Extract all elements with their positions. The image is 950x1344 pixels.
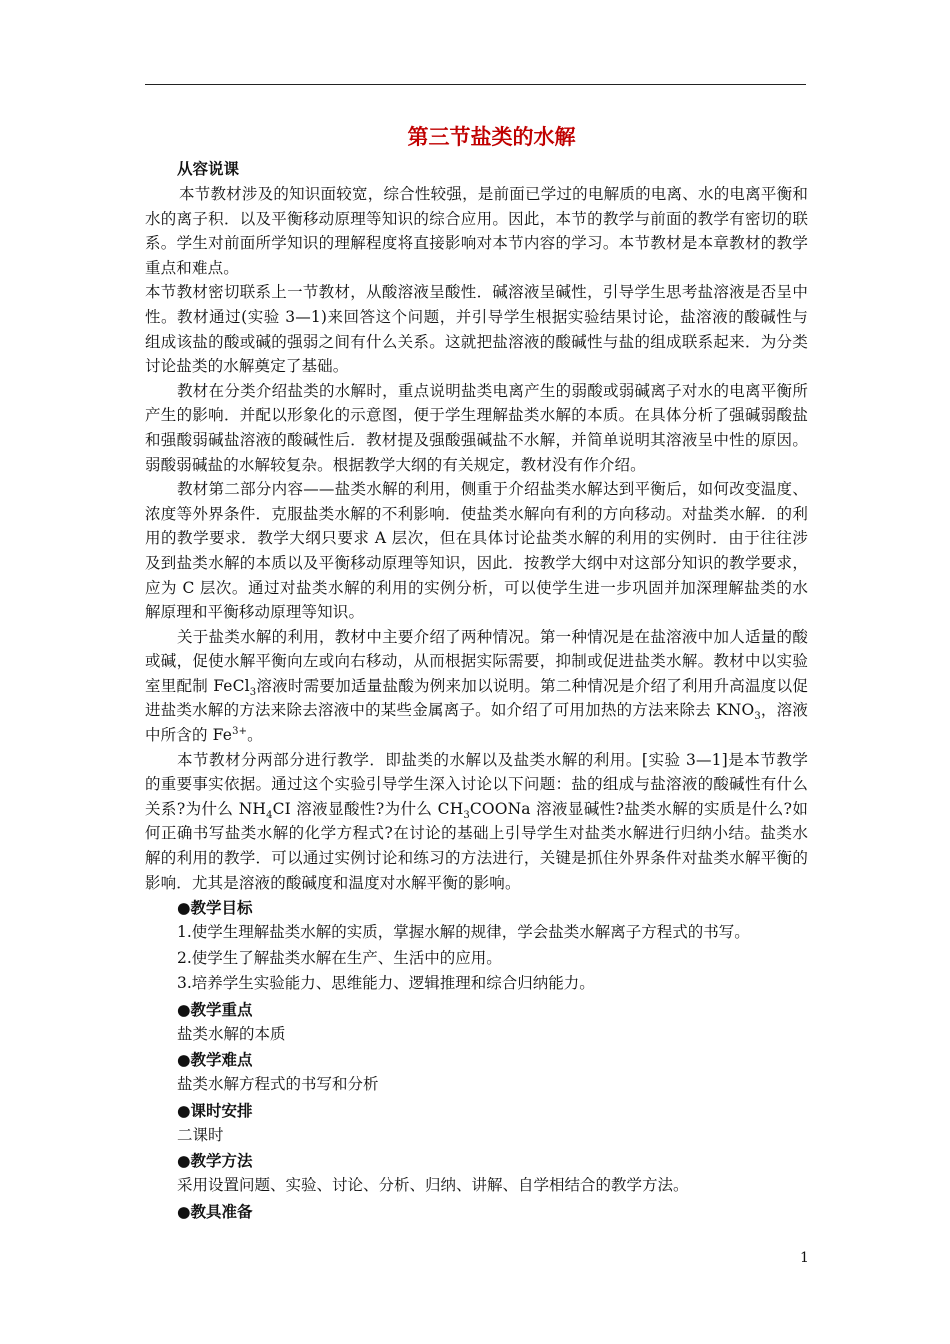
key-points-text: 盐类水解的本质	[177, 1024, 286, 1043]
paragraph-6: 本节教材分两部分进行教学．即盐类的水解以及盐类水解的利用。[实验 3—1]是本节教学的重要事实依据。通过这个实验引导学生深入讨论以下问题：盐的组成与盐溶液的酸碱性有什么关系?为什么 $NH_4CI$ 溶液显酸性?为什么 $CH_3COONa$ 溶液显碱性?盐类水解的实质是什么?如何正确书写盐类水解的化学方程式?在讨论的基础上引导学生对盐类水解进行归纳小结。盐类水解的利用的教学．可以通过实例讨论和练习的方法进行，关键是抓住外界条件对盐类水解平衡的影响．尤其是溶液的酸碱度和温度对水解平衡的影响。	[145, 750, 808, 892]
section-teaching-method: ●教学方法	[177, 1151, 253, 1171]
difficulties-text: 盐类水解方程式的书写和分析	[177, 1075, 379, 1094]
paragraph-2: 本节教材密切联系上一节教材，从酸溶液呈酸性．碱溶液呈碱性，引导学生思考盐溶液是否呈中性。教材通过(实验 3—1)来回答这个问题，并引导学生根据实验结果讨论，盐溶液的酸碱性与组成该盐的酸或碱的强弱之间有什么关系。这就把盐溶液的酸碱性与盐的组成联系起来．为分类讨论盐类的水解奠定了基础。	[145, 283, 808, 376]
page-title: 第三节盐类的水解	[407, 124, 576, 149]
goal-item-2: 2.使学生了解盐类水解在生产、生活中的应用。	[177, 948, 502, 967]
section-teaching-tools: ●教具准备	[177, 1201, 253, 1221]
paragraph-5: 关于盐类水解的利用，教材中主要介绍了两种情况。第一种情况是在盐溶液中加人适量的酸或碱，促使水解平衡向左或向右移动，从而根据实际需要，抑制或促进盐类水解。教材中以实验室里配制 FeCl$_3$溶液时需要加适量盐酸为例来加以说明。第二种情况是介绍了利用升高温度以促进盐类水解的方法来除去溶液中的某些金属离子。如介绍了可用加热的方法来除去 $KNO_3$，溶液中所含的 $Fe^{3+}$。	[145, 627, 809, 745]
schedule-text: 二课时	[177, 1125, 224, 1144]
section-key-points: ●教学重点	[177, 999, 253, 1019]
section-schedule: ●课时安排	[177, 1100, 253, 1120]
paragraph-1: 本节教材涉及的知识面较宽，综合性较强，是前面已学过的电解质的电离、水的电离平衡和水的离子积．以及平衡移动原理等知识的综合应用。因此，本节的教学与前面的教学有密切的联系。学生对前面所学知识的理解程度将直接影响对本节内容的学习。本节教材是本章教材的教学重点和难点。	[145, 185, 808, 277]
section-teaching-goals: ●教学目标	[177, 898, 253, 918]
paragraph-4: 教材第二部分内容——盐类水解的利用，侧重于介绍盐类水解达到平衡后，如何改变温度、浓度等外界条件．克服盐类水解的不利影响．使盐类水解向有利的方向移动。对盐类水解．的利用的教学要求．教学大纲只要求 A 层次，但在具体讨论盐类水解的利用的实例时．由于往往涉及到盐类水解的本质以及平衡移动原理等知识，因此．按教学大纲中对这部分知识的教学要求，应为 C 层次。通过对盐类水解的利用的实例分析，可以使学生进一步巩固并加深理解盐类的水解原理和平衡移动原理等知识。	[145, 480, 808, 622]
page-number: 1	[800, 1250, 809, 1266]
section-difficulties: ●教学难点	[177, 1050, 253, 1070]
paragraph-3: 教材在分类介绍盐类的水解时，重点说明盐类电离产生的弱酸或弱碱离子对水的电离平衡所产生的影响．并配以形象化的示意图，便于学生理解盐类水解的本质。在具体分析了强碱弱酸盐和强酸弱碱盐溶液的酸碱性后．教材提及强酸强碱盐不水解，并简单说明其溶液呈中性的原因。弱酸弱碱盐的水解较复杂。根据教学大纲的有关规定，教材没有作介绍。	[145, 381, 808, 474]
teaching-method-text: 采用设置问题、实验、讨论、分析、归纳、讲解、自学相结合的教学方法。	[177, 1176, 689, 1195]
goal-item-3: 3.培养学生实验能力、思维能力、逻辑推理和综合归纳能力。	[177, 974, 595, 993]
document-body	[145, 118, 808, 1224]
header-rule	[145, 84, 806, 85]
goal-item-1: 1.使学生理解盐类水解的实质，掌握水解的规律，学会盐类水解离子方程式的书写。	[177, 923, 750, 942]
section-subtitle: 从容说课	[177, 159, 240, 178]
